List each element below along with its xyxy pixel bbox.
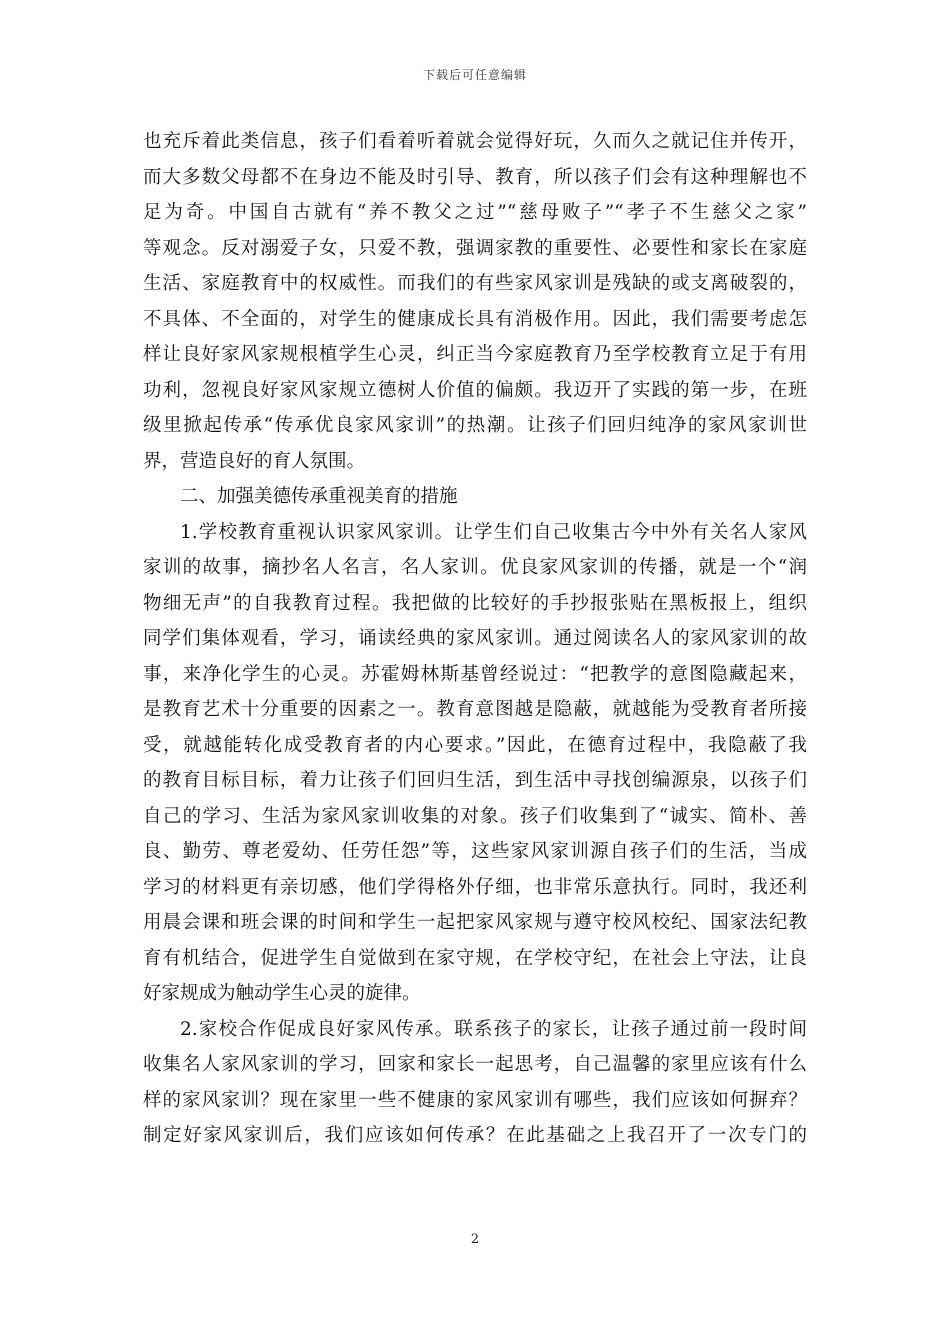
text-line: 事，来净化学生的心灵。苏霍姆林斯基曾经说过：“把教学的意图隐藏起来， (143, 663, 807, 685)
text-line: 家训的故事，摘抄名人名言，名人家训。优良家风家训的传播，就是一个“润 (143, 557, 807, 578)
text-line: 界，营造良好的育人氛围。 (143, 450, 366, 472)
text-line: 用晨会课和班会课的时间和学生一起把家风家规与遵守校风校纪、国家法纪教 (143, 912, 807, 933)
text-line: 样让良好家风家规根植学生心灵，纠正当今家庭教育乃至学校教育立足于有用 (143, 344, 807, 365)
page-header: 下载后可任意编辑 (422, 68, 527, 82)
text-line: 是教育艺术十分重要的因素之一。教育意图越是隐蔽，就越能为受教育者所接 (143, 699, 807, 720)
text-line: 育有机结合，促进学生自觉做到在家守规，在学校守纪，在社会上守法，让良 (143, 947, 807, 969)
text-line: 自己的学习、生活为家风家训收集的对象。孩子们收集到了“诚实、简朴、善 (143, 805, 807, 827)
text-line: 1.学校教育重视认识家风家训。让学生们自己收集古今中外有关名人家风 (180, 521, 807, 543)
text-line: 同学们集体观看，学习，诵读经典的家风家训。通过阅读名人的家风家训的故 (143, 628, 807, 649)
text-line: 功利，忽视良好家风家规立德树人价值的偏颇。我迈开了实践的第一步，在班 (143, 379, 807, 401)
text-line: 级里掀起传承“传承优良家风家训”的热潮。让孩子们回归纯净的家风家训世 (143, 415, 807, 436)
text-line: 好家规成为触动学生心灵的旋律。 (143, 983, 421, 1004)
document-body (143, 124, 807, 1154)
text-line: 也充斥着此类信息，孩子们看着听着就会觉得好玩，久而久之就记住并传开， (143, 131, 807, 152)
text-line: 良、勤劳、尊老爱幼、任劳任怨”等，这些家风家训源自孩子们的生活，当成 (143, 841, 807, 862)
text-line: 物细无声”的自我教育过程。我把做的比较好的手抄报张贴在黑板报上，组织 (143, 592, 807, 614)
text-line: 不具体、不全面的，对学生的健康成长具有消极作用。因此，我们需要考虑怎 (143, 308, 807, 330)
text-line: 的教育目标目标，着力让孩子们回归生活，到生活中寻找创编源泉，以孩子们 (143, 770, 807, 791)
section-heading: 二、加强美德传承重视美育的措施 (180, 486, 458, 507)
text-line: 足为奇。中国自古就有“养不教父之过”“慈母败子”“孝子不生慈父之家” (143, 202, 807, 223)
text-line: 收集名人家风家训的学习，回家和家长一起思考，自己温馨的家里应该有什么 (143, 1054, 807, 1075)
text-line: 生活、家庭教育中的权威性。而我们的有些家风家训是残缺的或支离破裂的， (143, 273, 807, 294)
text-line: 学习的材料更有亲切感，他们学得格外仔细，也非常乐意执行。同时，我还利 (143, 876, 807, 898)
text-line: 等观念。反对溺爱子女，只爱不教，强调家教的重要性、必要性和家长在家庭 (143, 237, 807, 259)
page-number: 2 (470, 1232, 480, 1247)
text-line: 而大多数父母都不在身边不能及时引导、教育，所以孩子们会有这种理解也不 (143, 166, 807, 188)
text-line: 受，就越能转化成受教育者的内心要求。”因此，在德育过程中，我隐蔽了我 (143, 734, 807, 756)
text-line: 制定好家风家训后，我们应该如何传承？在此基础之上我召开了一次专门的 (143, 1125, 807, 1146)
text-line: 2.家校合作促成良好家风传承。联系孩子的家长，让孩子通过前一段时间 (180, 1018, 807, 1040)
text-line: 样的家风家训？现在家里一些不健康的家风家训有哪些，我们应该如何摒弃？ (143, 1089, 807, 1111)
